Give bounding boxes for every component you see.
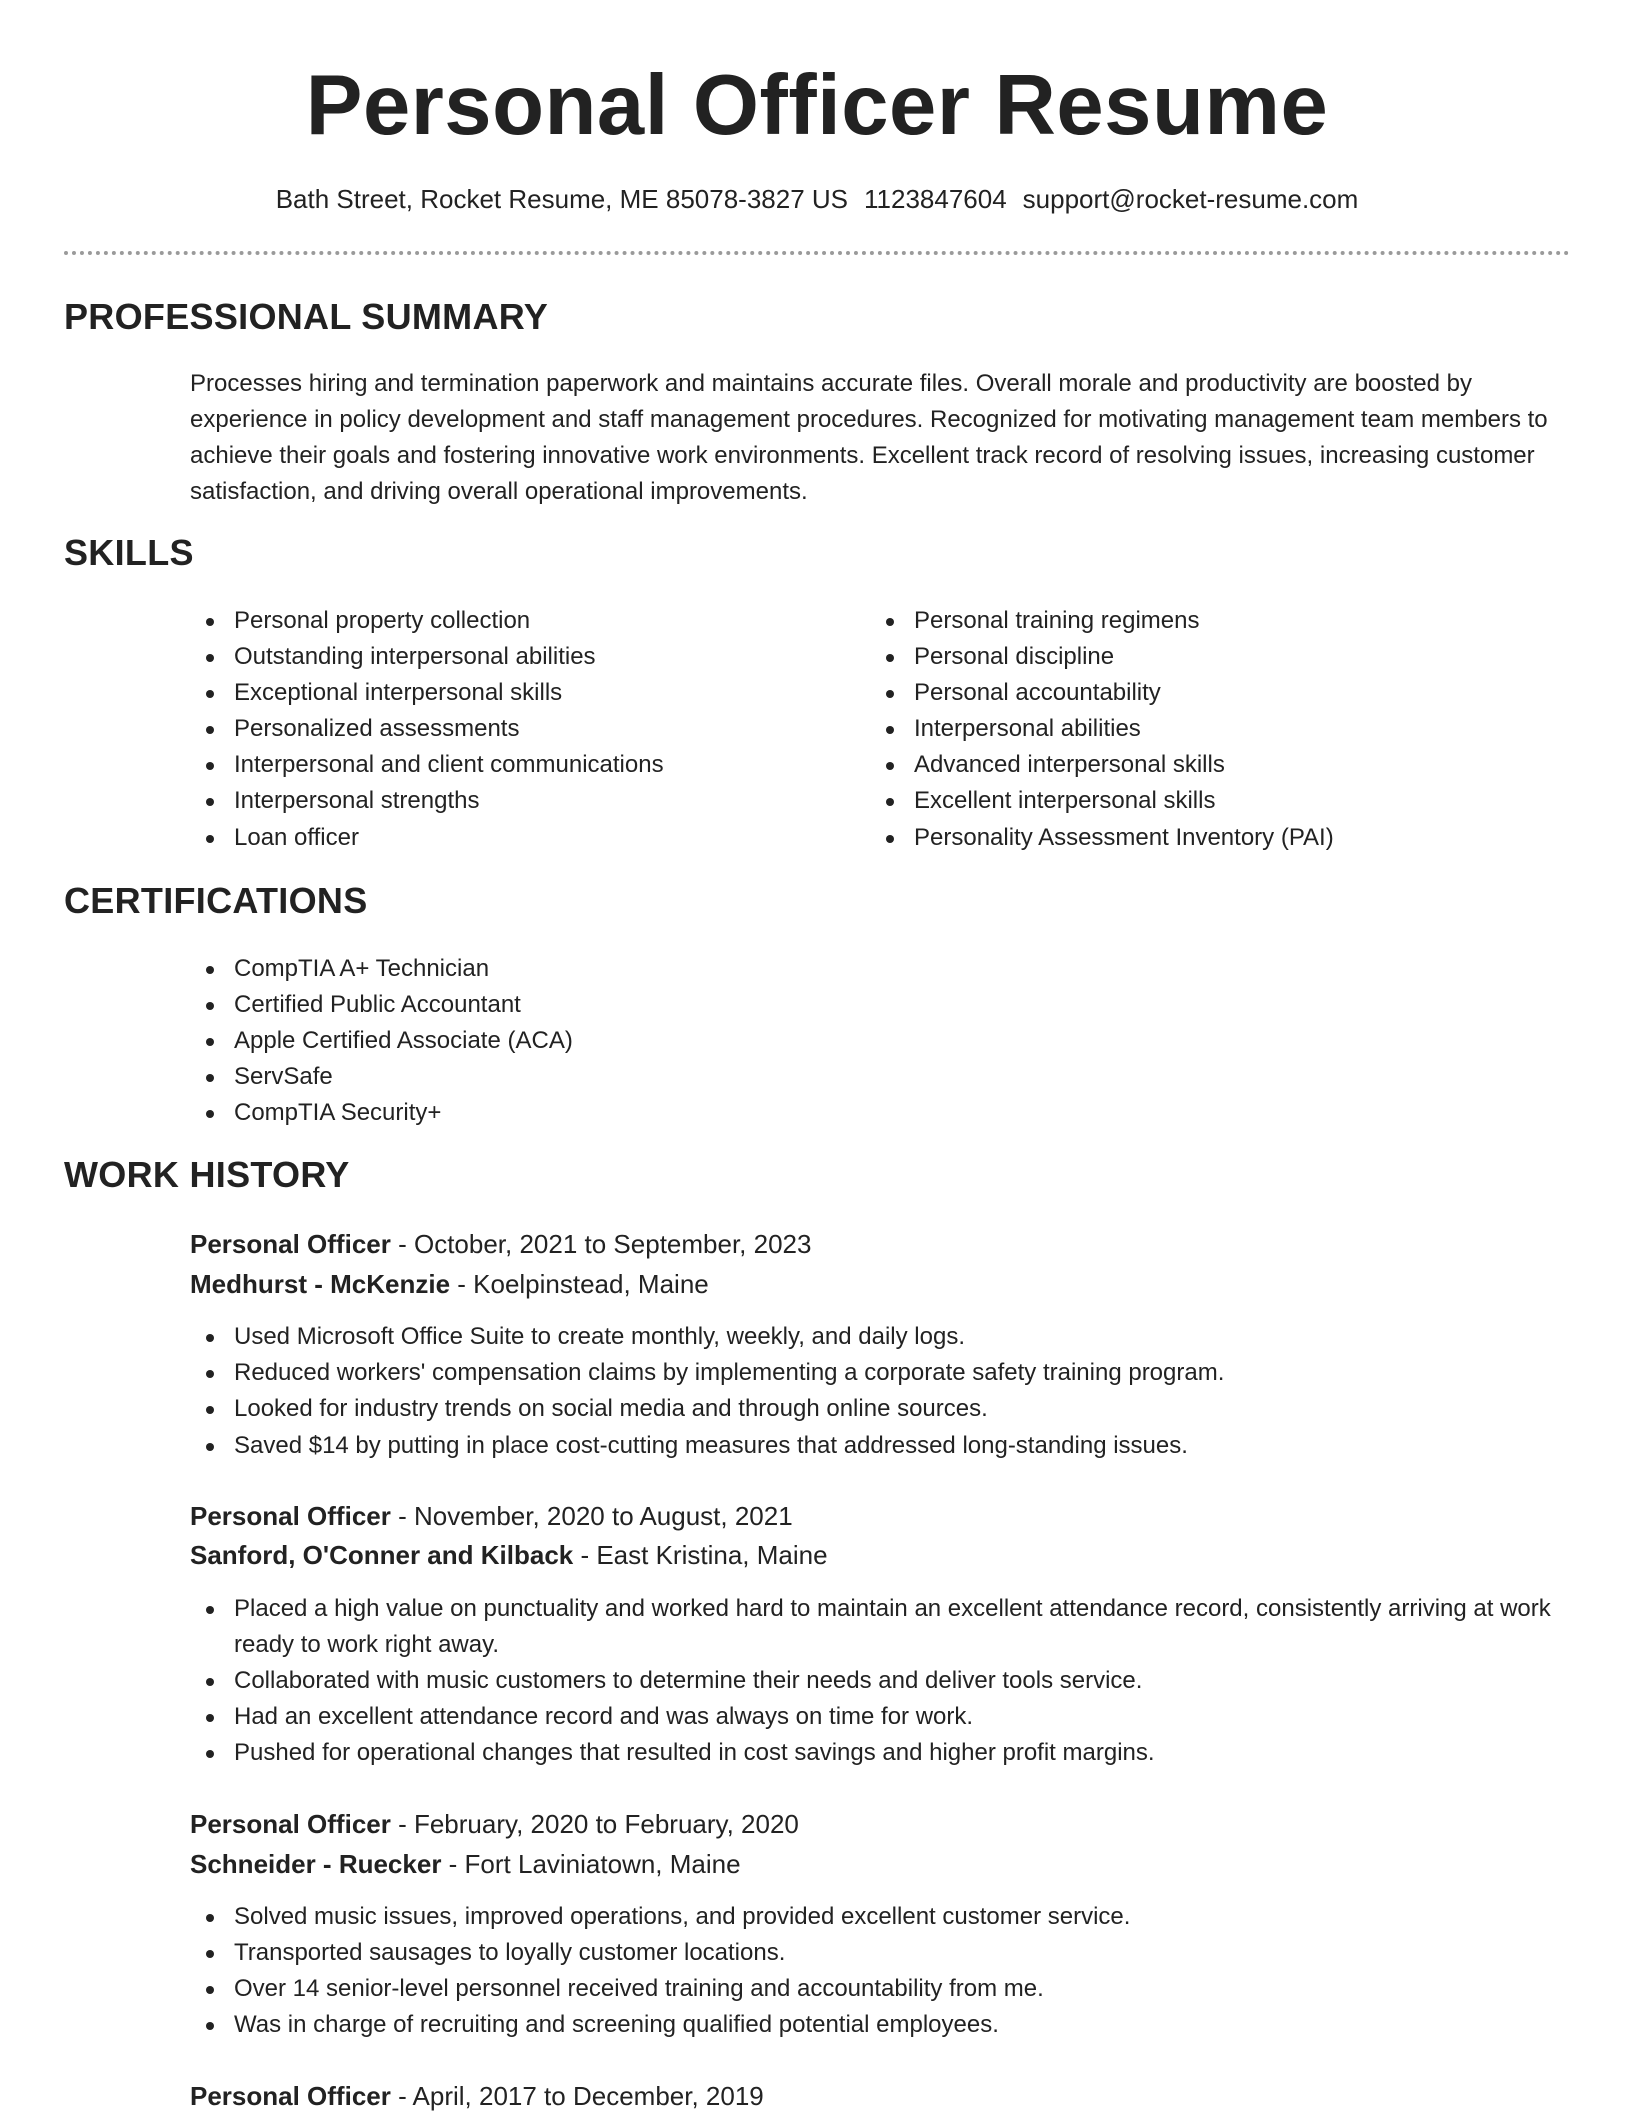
job-title: Personal Officer (190, 1229, 391, 1259)
job-location: - Fort Laviniatown, Maine (441, 1849, 741, 1879)
skills-list-right (870, 603, 1530, 856)
contact-address: Bath Street, Rocket Resume, ME 85078-3827 US (275, 184, 848, 214)
certification-item: ServSafe (190, 1059, 1090, 1095)
job-title-line (190, 1806, 799, 1842)
skills-list-left (190, 603, 850, 856)
section-title-certifications: CERTIFICATIONS (64, 880, 368, 921)
section-title-work-history: WORK HISTORY (64, 1154, 350, 1195)
certification-item: Certified Public Accountant (190, 987, 1090, 1023)
skill-item: Personal property collection (190, 603, 850, 639)
job-bullet: Had an excellent attendance record and was always on time for work. (190, 1699, 1590, 1735)
certification-item: CompTIA Security+ (190, 1095, 1090, 1131)
resume-page (64, 0, 1570, 2112)
job-bullet: Looked for industry trends on social media and through online sources. (190, 1391, 1590, 1427)
job-bullet: Saved $14 by putting in place cost-cutting measures that addressed long-standing issues. (190, 1428, 1590, 1464)
job-bullet: Solved music issues, improved operations, and provided excellent customer service. (190, 1899, 1590, 1935)
skill-item: Interpersonal and client communications (190, 747, 850, 783)
job-company-line (190, 1846, 741, 1882)
contact-phone: 1123847604 (864, 184, 1007, 214)
job-dates: - October, 2021 to September, 2023 (390, 1229, 812, 1259)
skill-item: Personality Assessment Inventory (PAI) (870, 820, 1530, 856)
job-title-line (190, 1226, 811, 1262)
job-company: Sanford, O'Conner and Kilback (190, 1540, 574, 1570)
job-bullet: Pushed for operational changes that resulted in cost savings and higher profit margins. (190, 1735, 1590, 1771)
job-bullet: Over 14 senior-level personnel received training and accountability from me. (190, 1971, 1590, 2007)
certification-item: CompTIA A+ Technician (190, 951, 1090, 987)
skill-item: Advanced interpersonal skills (870, 747, 1530, 783)
skill-item: Interpersonal abilities (870, 711, 1530, 747)
skill-item: Outstanding interpersonal abilities (190, 639, 850, 675)
certifications-list (190, 951, 1090, 1131)
resume-title: Personal Officer Resume (305, 58, 1329, 153)
certification-item: Apple Certified Associate (ACA) (190, 1023, 1090, 1059)
section-title-skills: SKILLS (64, 532, 194, 573)
job-bullet: Was in charge of recruiting and screening qualified potential employees. (190, 2007, 1590, 2043)
job-bullet: Transported sausages to loyally customer locations. (190, 1935, 1590, 1971)
job-bullets (190, 1899, 1590, 2043)
job-location: - Koelpinstead, Maine (450, 1269, 709, 1299)
section-title-summary: PROFESSIONAL SUMMARY (64, 296, 549, 337)
skill-item: Excellent interpersonal skills (870, 783, 1530, 819)
job-dates: - November, 2020 to August, 2021 (390, 1501, 793, 1531)
skill-item: Personalized assessments (190, 711, 850, 747)
skill-item: Personal discipline (870, 639, 1530, 675)
job-title: Personal Officer (190, 1809, 391, 1839)
job-title: Personal Officer (190, 1501, 391, 1531)
job-bullet: Reduced workers' compensation claims by implementing a corporate safety training program. (190, 1355, 1590, 1391)
header-divider (64, 251, 1570, 255)
job-company-line (190, 1266, 709, 1302)
job-company: Schneider - Ruecker (190, 1849, 442, 1879)
job-bullets (190, 1319, 1590, 1464)
job-company-line (190, 1537, 828, 1573)
skill-item: Loan officer (190, 820, 850, 856)
job-bullet: Placed a high value on punctuality and worked hard to maintain an excellent attendance record, consistently arriving at work ready to work right away. (190, 1591, 1590, 1663)
contact-line (64, 181, 1570, 217)
job-location: - East Kristina, Maine (573, 1540, 828, 1570)
job-company: Medhurst - McKenzie (190, 1269, 451, 1299)
job-dates: - April, 2017 to December, 2019 (390, 2081, 764, 2111)
skill-item: Interpersonal strengths (190, 783, 850, 819)
job-dates: - February, 2020 to February, 2020 (390, 1809, 799, 1839)
job-title: Personal Officer (190, 2081, 391, 2111)
job-bullet: Used Microsoft Office Suite to create monthly, weekly, and daily logs. (190, 1319, 1590, 1355)
job-title-line (190, 1498, 793, 1534)
skill-item: Personal training regimens (870, 603, 1530, 639)
summary-text: Processes hiring and termination paperwork and maintains accurate files. Overall morale and productivity are boosted by experience in policy development and staff management procedures. Recognized for motivating management team members to achieve their goals and fostering innovative work environments. Excellent track record of resolving issues, increasing customer satisfaction, and driving overall operational improvements. (190, 370, 1548, 505)
skill-item: Personal accountability (870, 675, 1530, 711)
contact-email: support@rocket-resume.com (1022, 184, 1359, 214)
job-bullets (190, 1591, 1590, 1771)
job-title-line (190, 2078, 764, 2112)
skill-item: Exceptional interpersonal skills (190, 675, 850, 711)
job-bullet: Collaborated with music customers to determine their needs and deliver tools service. (190, 1663, 1590, 1699)
